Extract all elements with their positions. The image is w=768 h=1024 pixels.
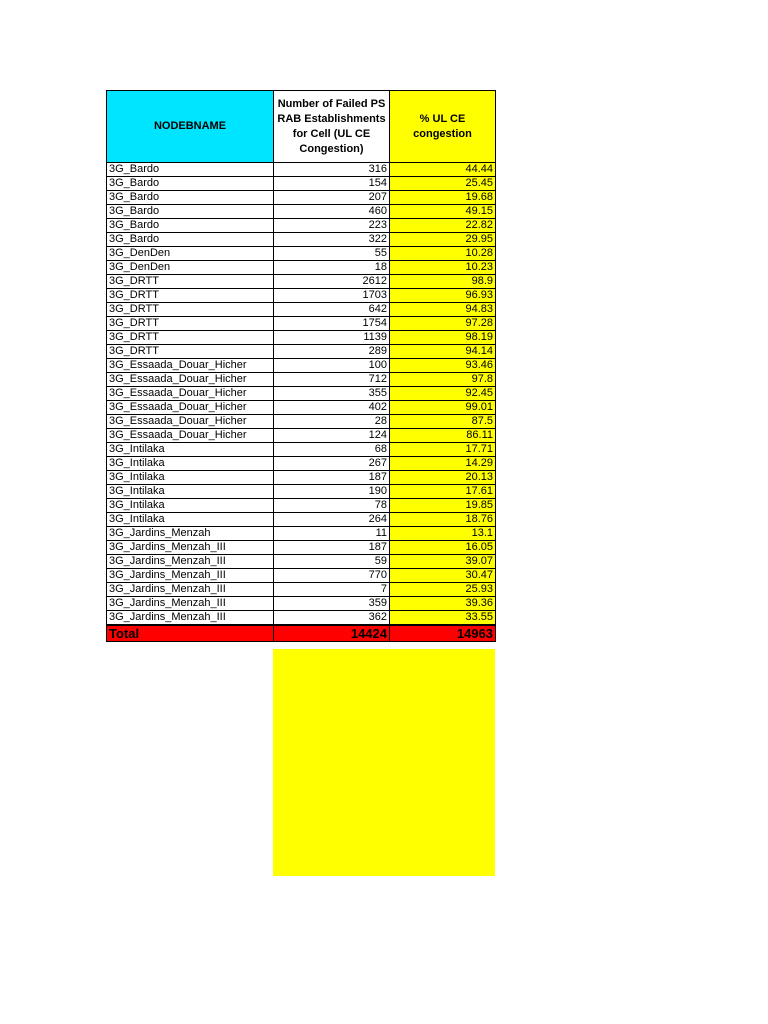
cell-nodebname[interactable]: 3G_Bardo	[107, 191, 274, 205]
table-row	[107, 331, 496, 345]
cell-pct[interactable]: 25.45	[390, 177, 496, 191]
total-failed[interactable]: 14424	[274, 625, 390, 642]
cell-failed[interactable]: 359	[274, 597, 390, 611]
cell-pct[interactable]: 96.93	[390, 289, 496, 303]
table-row	[107, 457, 496, 471]
cell-pct[interactable]: 14.29	[390, 457, 496, 471]
cell-pct[interactable]: 99.01	[390, 401, 496, 415]
cell-pct[interactable]: 39.07	[390, 555, 496, 569]
cell-pct[interactable]: 44.44	[390, 163, 496, 177]
table-row	[107, 597, 496, 611]
cell-failed[interactable]: 2612	[274, 275, 390, 289]
cell-nodebname[interactable]: 3G_Jardins_Menzah_III	[107, 583, 274, 597]
cell-pct[interactable]: 10.23	[390, 261, 496, 275]
spreadsheet	[106, 90, 496, 642]
total-label[interactable]: Total	[107, 625, 274, 642]
cell-failed[interactable]: 100	[274, 359, 390, 373]
table-row	[107, 205, 496, 219]
cell-nodebname[interactable]: 3G_Essaada_Douar_Hicher	[107, 415, 274, 429]
cell-nodebname[interactable]: 3G_Essaada_Douar_Hicher	[107, 429, 274, 443]
table-row	[107, 303, 496, 317]
table-row	[107, 569, 496, 583]
cell-pct[interactable]: 97.8	[390, 373, 496, 387]
cell-pct[interactable]: 94.83	[390, 303, 496, 317]
cell-nodebname[interactable]: 3G_Jardins_Menzah_III	[107, 541, 274, 555]
cell-pct[interactable]: 22.82	[390, 219, 496, 233]
header-failed-establishments[interactable]: Number of Failed PS RAB Establishments for Cell (UL CE Congestion)	[274, 91, 390, 163]
cell-failed[interactable]: 187	[274, 471, 390, 485]
table-row	[107, 359, 496, 373]
cell-pct[interactable]: 16.05	[390, 541, 496, 555]
cell-failed[interactable]: 316	[274, 163, 390, 177]
cell-nodebname[interactable]: 3G_Bardo	[107, 177, 274, 191]
cell-pct[interactable]: 20.13	[390, 471, 496, 485]
cell-failed[interactable]: 355	[274, 387, 390, 401]
cell-failed[interactable]: 124	[274, 429, 390, 443]
cell-nodebname[interactable]: 3G_Intilaka	[107, 499, 274, 513]
cell-nodebname[interactable]: 3G_Jardins_Menzah_III	[107, 597, 274, 611]
cell-nodebname[interactable]: 3G_DRTT	[107, 303, 274, 317]
cell-failed[interactable]: 68	[274, 443, 390, 457]
cell-nodebname[interactable]: 3G_DenDen	[107, 247, 274, 261]
cell-nodebname[interactable]: 3G_Intilaka	[107, 457, 274, 471]
cell-nodebname[interactable]: 3G_Essaada_Douar_Hicher	[107, 401, 274, 415]
cell-failed[interactable]: 1703	[274, 289, 390, 303]
cell-nodebname[interactable]: 3G_Bardo	[107, 219, 274, 233]
cell-nodebname[interactable]: 3G_DRTT	[107, 331, 274, 345]
table-row	[107, 555, 496, 569]
table-row	[107, 513, 496, 527]
cell-pct[interactable]: 17.61	[390, 485, 496, 499]
cell-failed[interactable]: 642	[274, 303, 390, 317]
total-row	[107, 625, 496, 642]
cell-pct[interactable]: 86.11	[390, 429, 496, 443]
cell-failed[interactable]: 322	[274, 233, 390, 247]
table-row	[107, 247, 496, 261]
cell-failed[interactable]: 402	[274, 401, 390, 415]
table-row	[107, 541, 496, 555]
yellow-highlight-block	[273, 649, 495, 876]
table-row	[107, 611, 496, 626]
cell-failed[interactable]: 190	[274, 485, 390, 499]
cell-failed[interactable]: 78	[274, 499, 390, 513]
cell-pct[interactable]: 10.28	[390, 247, 496, 261]
cell-nodebname[interactable]: 3G_Jardins_Menzah	[107, 527, 274, 541]
cell-nodebname[interactable]: 3G_Bardo	[107, 205, 274, 219]
header-row	[107, 91, 496, 163]
cell-pct[interactable]: 49.15	[390, 205, 496, 219]
table-row	[107, 317, 496, 331]
cell-failed[interactable]: 460	[274, 205, 390, 219]
cell-nodebname[interactable]: 3G_Essaada_Douar_Hicher	[107, 359, 274, 373]
cell-nodebname[interactable]: 3G_Intilaka	[107, 471, 274, 485]
table-row	[107, 583, 496, 597]
congestion-table	[106, 90, 496, 642]
cell-pct[interactable]: 98.9	[390, 275, 496, 289]
table-row	[107, 289, 496, 303]
cell-failed[interactable]: 154	[274, 177, 390, 191]
cell-pct[interactable]: 19.85	[390, 499, 496, 513]
table-row	[107, 345, 496, 359]
cell-pct[interactable]: 97.28	[390, 317, 496, 331]
cell-failed[interactable]: 55	[274, 247, 390, 261]
cell-failed[interactable]: 712	[274, 373, 390, 387]
cell-pct[interactable]: 87.5	[390, 415, 496, 429]
cell-nodebname[interactable]: 3G_DRTT	[107, 345, 274, 359]
table-row	[107, 471, 496, 485]
cell-nodebname[interactable]: 3G_Jardins_Menzah_III	[107, 569, 274, 583]
cell-nodebname[interactable]: 3G_Bardo	[107, 163, 274, 177]
cell-nodebname[interactable]: 3G_Jardins_Menzah_III	[107, 611, 274, 626]
table-row	[107, 401, 496, 415]
cell-pct[interactable]: 92.45	[390, 387, 496, 401]
cell-failed[interactable]: 207	[274, 191, 390, 205]
cell-failed[interactable]: 770	[274, 569, 390, 583]
table-row	[107, 233, 496, 247]
table-row	[107, 499, 496, 513]
table-row	[107, 373, 496, 387]
total-pct[interactable]: 14963	[390, 625, 496, 642]
cell-failed[interactable]: 11	[274, 527, 390, 541]
header-ul-ce-congestion[interactable]: % UL CE congestion	[390, 91, 496, 163]
cell-pct[interactable]: 93.46	[390, 359, 496, 373]
cell-pct[interactable]: 18.76	[390, 513, 496, 527]
cell-nodebname[interactable]: 3G_DenDen	[107, 261, 274, 275]
table-row	[107, 387, 496, 401]
cell-nodebname[interactable]: 3G_DRTT	[107, 275, 274, 289]
cell-pct[interactable]: 17.71	[390, 443, 496, 457]
cell-pct[interactable]: 30.47	[390, 569, 496, 583]
cell-failed[interactable]: 1139	[274, 331, 390, 345]
cell-pct[interactable]: 29.95	[390, 233, 496, 247]
cell-nodebname[interactable]: 3G_Intilaka	[107, 485, 274, 499]
cell-pct[interactable]: 13.1	[390, 527, 496, 541]
cell-failed[interactable]: 267	[274, 457, 390, 471]
cell-failed[interactable]: 59	[274, 555, 390, 569]
cell-nodebname[interactable]: 3G_DRTT	[107, 317, 274, 331]
table-body	[107, 163, 496, 626]
cell-failed[interactable]: 187	[274, 541, 390, 555]
cell-nodebname[interactable]: 3G_Intilaka	[107, 513, 274, 527]
cell-failed[interactable]: 264	[274, 513, 390, 527]
table-row	[107, 275, 496, 289]
header-nodebname[interactable]: NODEBNAME	[107, 91, 274, 163]
cell-nodebname[interactable]: 3G_Bardo	[107, 233, 274, 247]
cell-pct[interactable]: 25.93	[390, 583, 496, 597]
table-row	[107, 219, 496, 233]
cell-pct[interactable]: 94.14	[390, 345, 496, 359]
cell-failed[interactable]: 362	[274, 611, 390, 626]
cell-nodebname[interactable]: 3G_Essaada_Douar_Hicher	[107, 387, 274, 401]
table-row	[107, 429, 496, 443]
table-row	[107, 191, 496, 205]
cell-failed[interactable]: 7	[274, 583, 390, 597]
table-row	[107, 485, 496, 499]
cell-nodebname[interactable]: 3G_Jardins_Menzah_III	[107, 555, 274, 569]
table-row	[107, 163, 496, 177]
table-row	[107, 443, 496, 457]
cell-failed[interactable]: 28	[274, 415, 390, 429]
table-row	[107, 261, 496, 275]
cell-pct[interactable]: 39.36	[390, 597, 496, 611]
cell-nodebname[interactable]: 3G_Intilaka	[107, 443, 274, 457]
table-row	[107, 527, 496, 541]
cell-failed[interactable]: 1754	[274, 317, 390, 331]
cell-failed[interactable]: 223	[274, 219, 390, 233]
cell-nodebname[interactable]: 3G_DRTT	[107, 289, 274, 303]
cell-nodebname[interactable]: 3G_Essaada_Douar_Hicher	[107, 373, 274, 387]
cell-pct[interactable]: 19.68	[390, 191, 496, 205]
cell-failed[interactable]: 289	[274, 345, 390, 359]
table-row	[107, 415, 496, 429]
cell-failed[interactable]: 18	[274, 261, 390, 275]
table-row	[107, 177, 496, 191]
cell-pct[interactable]: 98.19	[390, 331, 496, 345]
cell-pct[interactable]: 33.55	[390, 611, 496, 626]
